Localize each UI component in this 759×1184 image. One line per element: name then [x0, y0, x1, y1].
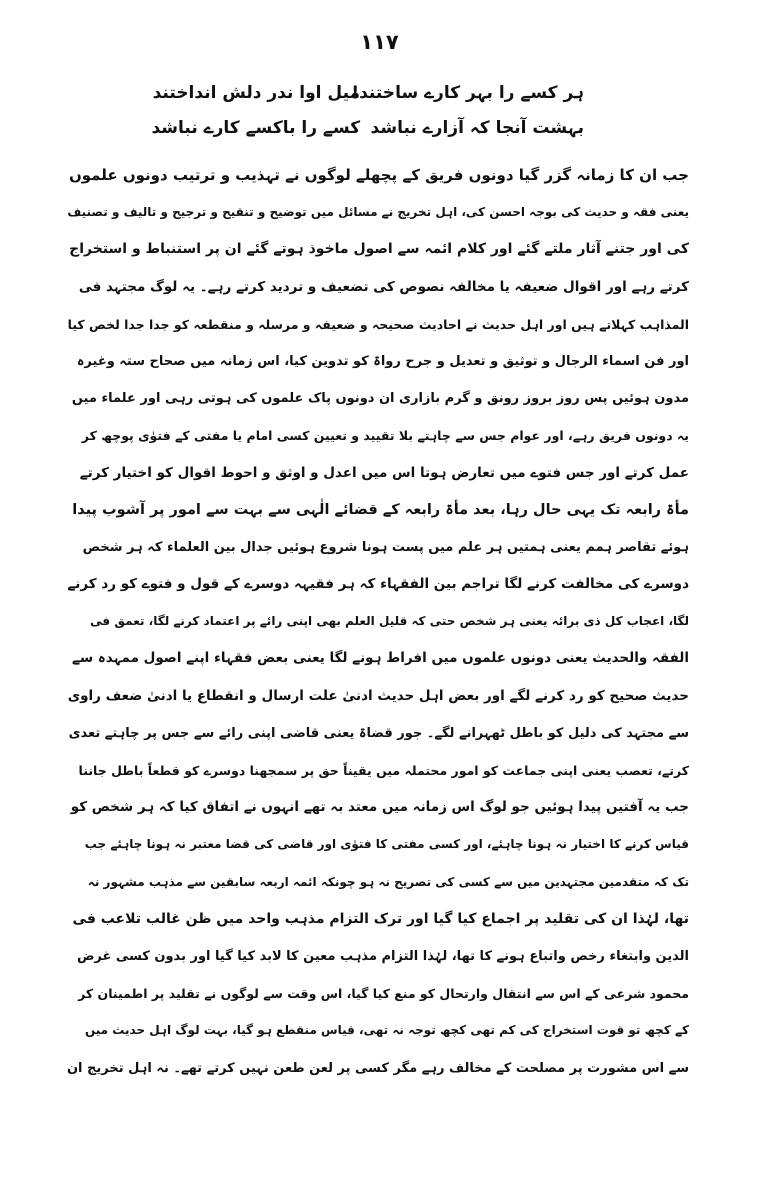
text-line: قیاس کرنے کا اختیار نہ ہونا چاہئے، اور کسی مفتی کا فتوٰی اور قاضی کی قضا معتبر نہ ہونا چاہئے جب [84, 837, 689, 852]
text-line: المذاہب کہلاتے ہیں اور اہل حدیث نے احادیث صحیحہ و ضعیفہ و مرسلہ و منقطعہ کو جدا جدا لخص کیا [67, 316, 689, 332]
body-paragraph [67, 157, 689, 1087]
text-line: مأۃ رابعہ تک یہی حال رہا، بعد مأۃ رابعہ کے قضائے الٰہی سے بہت سے امور پر آشوب پیدا [72, 501, 689, 518]
text-line: محمود شرعی کے اس سے انتقال وارتحال کو منع کیا گیا، اس وقت سے لوگوں نے تقلید پر اطمینان کر [78, 986, 689, 1002]
verse-2-second-half: کسے را باکسے کارے نباشد [151, 118, 361, 138]
verse-couplet-2 [144, 117, 584, 138]
text-line: حدیث صحیح کو رد کرنے لگے اور بعض اہل حدیث ادنیٰ علت ارسال و انقطاع یا ادنیٰ ضعف راوی [67, 687, 689, 704]
text-line: الفقہ والحدیث یعنی دونوں علموں میں افراط ہونے لگا یعنی بعض فقہاء اپنے اصول ممہدہ سے [72, 650, 689, 667]
page-number: ۱۱۷ [360, 30, 399, 54]
text-line: کرتے، تعصب یعنی اپنی جماعت کو امور محتملہ میں یقیناً حق پر سمجھنا دوسرے کو قطعاً باطل جاننا [78, 763, 689, 778]
text-line: الدین وابتغاء رخص واتباع ہونے کا تھا، لہٰذا التزام مذہب معین کا لابد کیا گیا اور بدون کسی غرض [76, 948, 689, 964]
text-line: ہوئے تقاصر ہمم یعنی ہمتیں ہر علم میں پست ہونا شروع ہوئیں جدال بین العلماء کہ ہر شخص [82, 539, 689, 555]
text-line: سے اس مشورت پر مصلحت کے مخالف رہے مگر کسی پر لعن طعن نہیں کرتے تھے۔ نہ اہل تخریج ان [67, 1060, 689, 1076]
text-line: اور فن اسماء الرجال و توثیق و تعدیل و جرح رواۃ کو تدوین کیا، اس زمانہ میں صحاح ستہ وغیرہ [76, 353, 689, 369]
text-line: لگا، اعجاب کل ذی برائہ یعنی ہر شخص حتی کہ قلیل العلم بھی اپنی رائے پر اعتماد کرنے لگا، تعمق فی [90, 614, 689, 629]
text-line: جب یہ آفتیں پیدا ہوئیں جو لوگ اس زمانہ میں معتد بہ تھے انہوں نے اتفاق کیا کہ ہر شخص کو [70, 799, 689, 816]
text-line: کرتے رہے اور اقوال ضعیفہ یا مخالفہ نصوص کی تضعیف و تردید کرتے رہے۔ یہ لوگ مجتہد فی [78, 278, 689, 295]
text-line: کی اور جتنے آثار ملتے گئے اور کلام ائمہ سے اصول ماخوذ ہوتے گئے ان پر استنباط و استخراج [69, 241, 689, 258]
text-line: عمل کرتے اور جس فتوے میں تعارض ہوتا اس میں اعدل و اوثق و احوط اقوال کو اختیار کرتے [79, 464, 689, 481]
text-line: یہ دونوں فریق رہے، اور عوام جس سے چاہتے بلا تقیید و تعیین کسی امام یا مفتی کے فتوٰی پوچھ کر [81, 428, 689, 444]
verse-1-second-half: میل اوا ندر دلش انداختند [152, 83, 361, 103]
verse-2-first-half: بہشت آنجا کہ آزارے نباشد [370, 118, 584, 138]
text-line: جب ان کا زمانہ گزر گیا دونوں فریق کے پچھلے لوگوں نے تہذیب و ترتیب دونوں علموں [68, 166, 689, 184]
text-line: دوسرے کی مخالفت کرنے لگا تراجم بین الفقہاء کہ ہر فقیہہ دوسرے کے قول و فتوے کو رد کرنے [67, 576, 689, 593]
text-line: کے کچھ تو قوت استخراج کی کم تھی کچھ توجہ نہ تھی، قیاس منقطع ہو گیا، بہت لوگ اہل حدیث میں [84, 1023, 689, 1038]
verse-couplet-1 [144, 82, 584, 103]
text-line: تھا، لہٰذا ان کی تقلید پر اجماع کیا گیا اور ترک التزام مذہب واحد میں ظن غالب تلاعب فی [72, 910, 689, 927]
text-line: تک کہ متقدمین مجتہدین میں سے کسی کی تصریح نہ ہو چونکہ ائمہ اربعہ سابقین سے مذہب مشہور نہ [87, 874, 689, 889]
text-line: یعنی فقہ و حدیث کی بوجہ احسن کی، اہل تخریج نے مسائل میں توضیح و تنقیح و ترجیح و تالیف و تصنیف [67, 205, 689, 220]
text-line: مدون ہوئیں پس روز بروز رونق و گرم بازاری ان دونوں پاک علموں کی ہوتی رہی اور علماء میں [71, 391, 689, 407]
verse-1-first-half: ہر کسے را بہر کارے ساختند! [351, 83, 584, 103]
text-line: سے مجتہد کی دلیل کو باطل ٹھہرانے لگے۔ جور قضاۃ یعنی قاضی اپنی رائے سے جس پر چاہتے تعدی [68, 725, 689, 741]
